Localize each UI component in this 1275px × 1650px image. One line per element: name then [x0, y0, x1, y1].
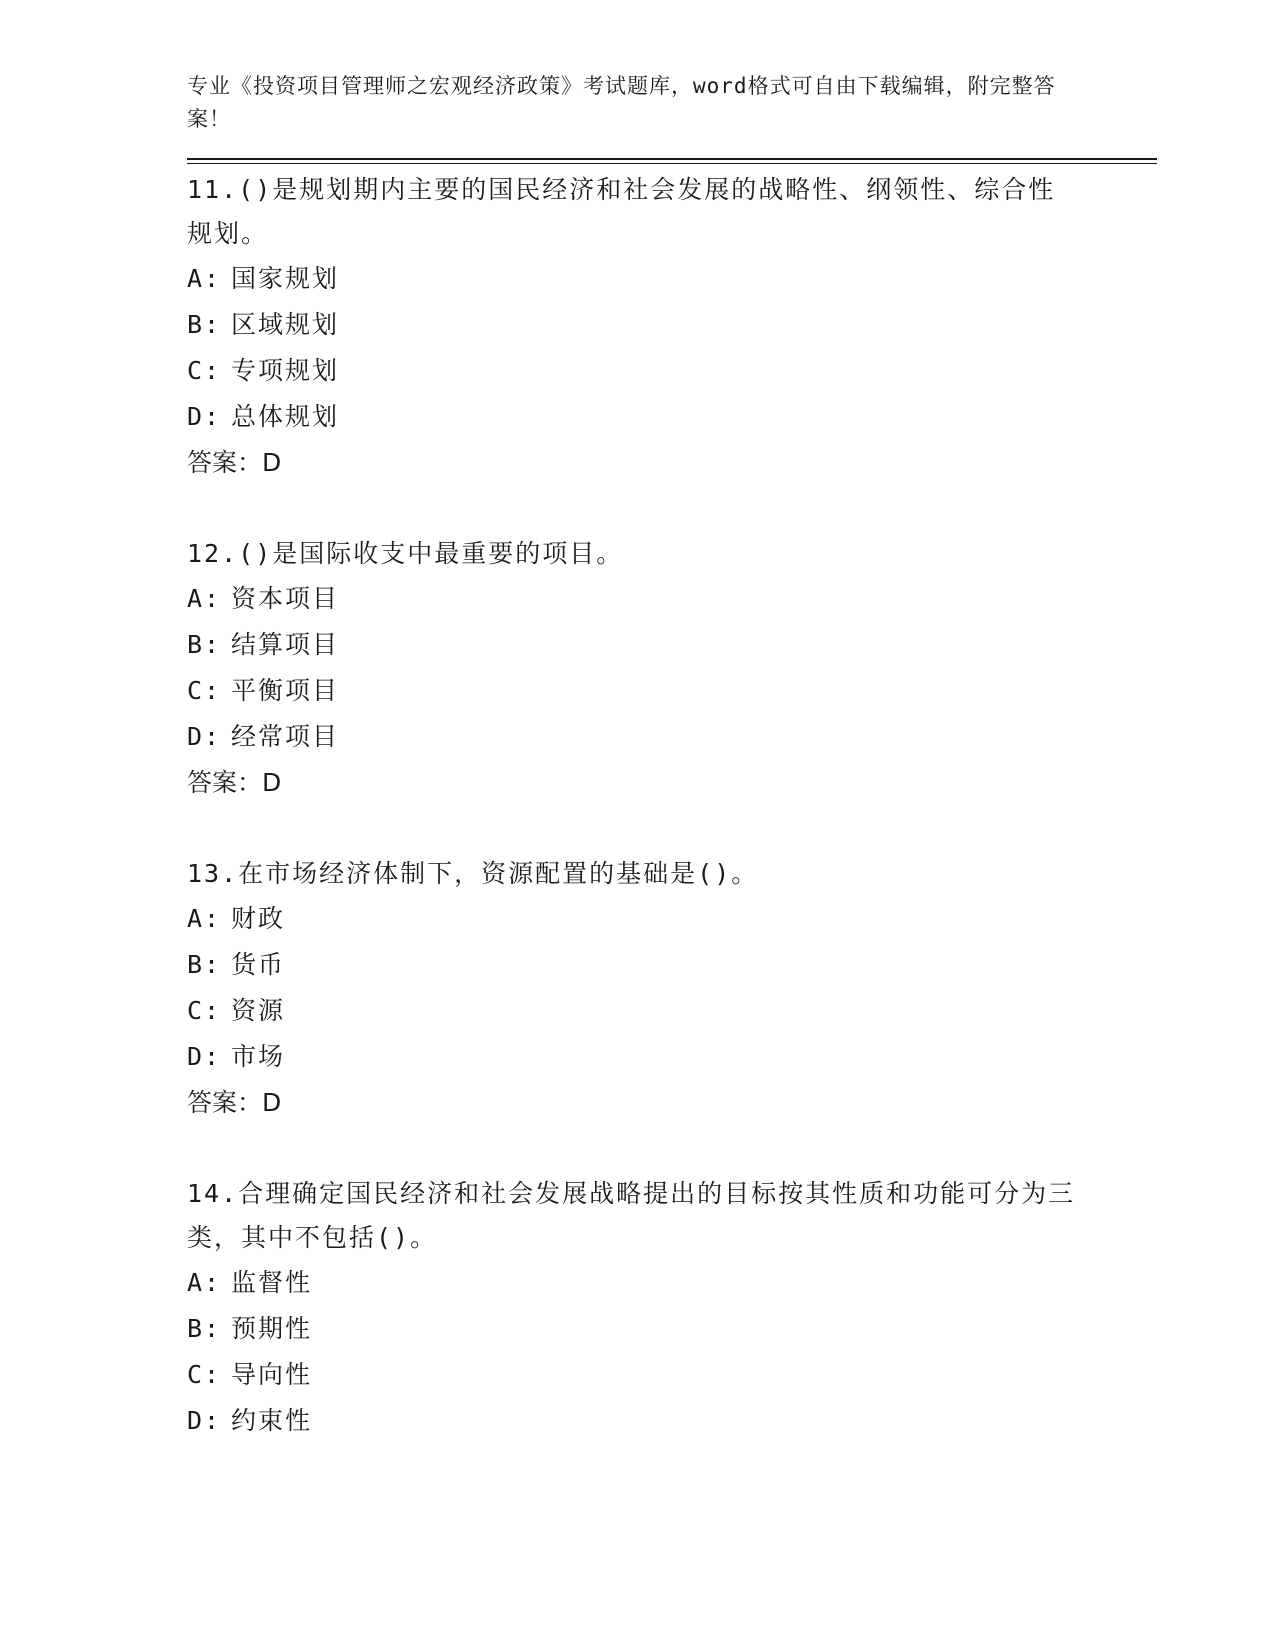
option-letter: A:	[187, 904, 222, 933]
option-text: 市场	[231, 1042, 286, 1071]
option-letter: D:	[187, 1042, 222, 1071]
option-text: 财政	[231, 904, 286, 933]
option-letter: B:	[187, 950, 222, 979]
option-b	[187, 302, 1157, 348]
option-letter: C:	[187, 356, 222, 385]
option-a	[187, 896, 1157, 942]
option-letter: C:	[187, 1360, 222, 1389]
question-stem: 14.合理确定国民经济和社会发展战略提出的目标按其性质和功能可分为三类，其中不包括()。	[187, 1179, 1076, 1252]
question-item	[187, 168, 1157, 486]
question-stem: 11.()是规划期内主要的国民经济和社会发展的战略性、纲领性、综合性规划。	[187, 175, 1056, 248]
option-text: 资本项目	[231, 584, 340, 613]
option-letter: A:	[187, 584, 222, 613]
question-list	[187, 168, 1157, 1444]
option-letter: A:	[187, 1268, 222, 1297]
option-d	[187, 714, 1157, 760]
option-letter: B:	[187, 630, 222, 659]
option-d	[187, 1398, 1157, 1444]
option-b	[187, 942, 1157, 988]
option-c	[187, 1352, 1157, 1398]
answer-line: 答案：D	[187, 1088, 282, 1117]
option-b	[187, 622, 1157, 668]
option-b	[187, 1306, 1157, 1352]
option-a	[187, 576, 1157, 622]
document-page	[187, 70, 1157, 1490]
option-text: 监督性	[231, 1268, 313, 1297]
answer-line: 答案：D	[187, 768, 282, 797]
option-text: 总体规划	[231, 402, 340, 431]
answer-line: 答案：D	[187, 448, 282, 477]
option-d	[187, 394, 1157, 440]
question-item	[187, 1172, 1157, 1444]
option-text: 国家规划	[231, 264, 340, 293]
question-stem: 13.在市场经济体制下，资源配置的基础是()。	[187, 859, 759, 888]
option-text: 资源	[231, 996, 286, 1025]
option-a	[187, 256, 1157, 302]
question-stem: 12.()是国际收支中最重要的项目。	[187, 539, 624, 568]
option-letter: D:	[187, 402, 222, 431]
option-letter: D:	[187, 1406, 222, 1435]
option-text: 平衡项目	[231, 676, 340, 705]
option-text: 经常项目	[231, 722, 340, 751]
option-text: 专项规划	[231, 356, 340, 385]
option-letter: A:	[187, 264, 222, 293]
option-text: 约束性	[231, 1406, 313, 1435]
option-text: 结算项目	[231, 630, 340, 659]
option-text: 货币	[231, 950, 286, 979]
option-d	[187, 1034, 1157, 1080]
document-header: 专业《投资项目管理师之宏观经济政策》考试题库，word格式可自由下载编辑，附完整答案！	[187, 74, 1056, 131]
option-letter: D:	[187, 722, 222, 751]
option-text: 区域规划	[231, 310, 340, 339]
option-letter: B:	[187, 310, 222, 339]
header-divider	[187, 158, 1157, 164]
option-text: 导向性	[231, 1360, 313, 1389]
option-letter: C:	[187, 676, 222, 705]
option-c	[187, 988, 1157, 1034]
option-c	[187, 348, 1157, 394]
option-letter: B:	[187, 1314, 222, 1343]
option-c	[187, 668, 1157, 714]
question-item	[187, 532, 1157, 806]
option-a	[187, 1260, 1157, 1306]
option-letter: C:	[187, 996, 222, 1025]
question-item	[187, 852, 1157, 1126]
option-text: 预期性	[231, 1314, 313, 1343]
